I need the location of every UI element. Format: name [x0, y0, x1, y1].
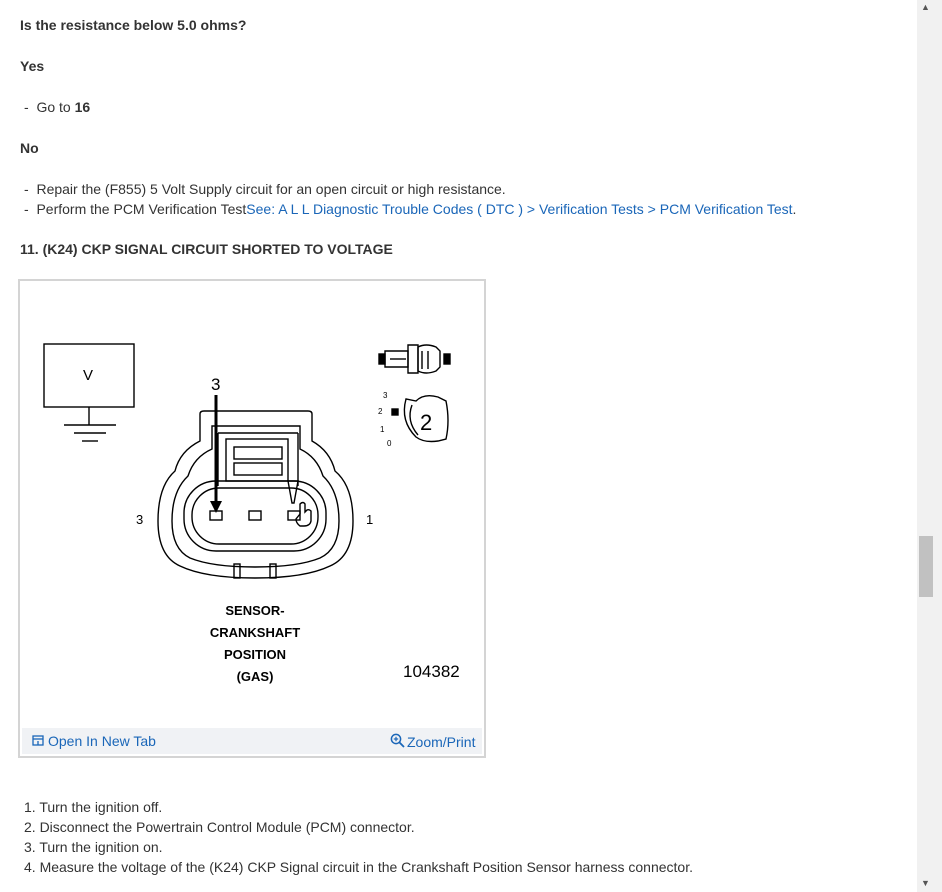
key-number: 2 — [420, 410, 433, 435]
open-new-tab-label: Open In New Tab — [48, 733, 156, 749]
step-1: 1. Turn the ignition off. — [24, 799, 163, 815]
voltmeter-label: V — [83, 367, 94, 384]
hand-pointer-icon — [296, 503, 311, 527]
diagram-toolbar — [22, 728, 482, 754]
verification-test-link[interactable]: See: A L L Diagnostic Trouble Codes ( DTC ) > Verification Tests > PCM Verification Test — [246, 201, 793, 217]
yes-label: Yes — [20, 58, 45, 74]
right-pin-label: 1 — [366, 512, 374, 527]
pin-2 — [249, 511, 261, 520]
open-new-tab-icon — [32, 735, 44, 747]
sensor-line-1: SENSOR- — [225, 603, 285, 618]
zoom-print-button[interactable] — [390, 733, 475, 750]
no-item-2: - Perform the PCM Verification TestSee: A L L Diagnostic Trouble Codes ( DTC ) > Verification Tests > PCM Verification Test. — [24, 201, 797, 217]
question-text: Is the resistance below 5.0 ohms? — [20, 17, 247, 33]
sensor-line-2: CRANKSHAFT — [209, 625, 301, 640]
scroll-thumb[interactable] — [919, 536, 933, 597]
step-2: 2. Disconnect the Powertrain Control Module (PCM) connector. — [24, 819, 415, 835]
no-item-1-text: Repair the (F855) 5 Volt Supply circuit for an open circuit or high resistance. — [36, 181, 506, 197]
figure-number: 104382 — [403, 662, 460, 681]
no-item-1: - Repair the (F855) 5 Volt Supply circuit for an open circuit or high resistance. — [24, 181, 506, 197]
sensor-line-4: (GAS) — [236, 669, 274, 684]
step-4: 4. Measure the voltage of the (K24) CKP Signal circuit in the Crankshaft Position Sensor harness connector. — [24, 859, 693, 875]
yes-action-prefix: Go to — [36, 99, 75, 115]
key-step-3: 3 — [383, 391, 388, 400]
pin-callout: 3 — [211, 375, 221, 394]
key-step-1: 1 — [380, 425, 385, 434]
left-pin-label: 3 — [136, 512, 144, 527]
step-3: 3. Turn the ignition on. — [24, 839, 163, 855]
key-step-2: 2 — [378, 407, 383, 416]
zoom-print-label: Zoom/Print — [407, 734, 476, 750]
scroll-up-arrow-icon[interactable]: ▲ — [921, 2, 930, 12]
scroll-down-arrow-icon[interactable]: ▼ — [921, 878, 930, 888]
sensor-label — [185, 600, 325, 688]
key-step-0: 0 — [387, 439, 392, 448]
no-item-2-text: Perform the PCM Verification Test — [36, 201, 247, 217]
section-title: 11. (K24) CKP SIGNAL CIRCUIT SHORTED TO VOLTAGE — [20, 241, 393, 257]
vertical-scrollbar[interactable] — [917, 0, 942, 892]
no-label: No — [20, 140, 39, 156]
sensor-line-3: POSITION — [223, 647, 287, 662]
diagram-figure — [18, 279, 486, 758]
yes-action-target: 16 — [74, 99, 91, 115]
procedure-steps — [6, 797, 693, 877]
no-item-2-end: . — [792, 201, 797, 217]
zoom-icon — [390, 733, 405, 748]
open-new-tab-button[interactable] — [32, 733, 156, 749]
yes-action: - Go to 16 — [24, 99, 91, 115]
connector-outer — [158, 411, 353, 578]
